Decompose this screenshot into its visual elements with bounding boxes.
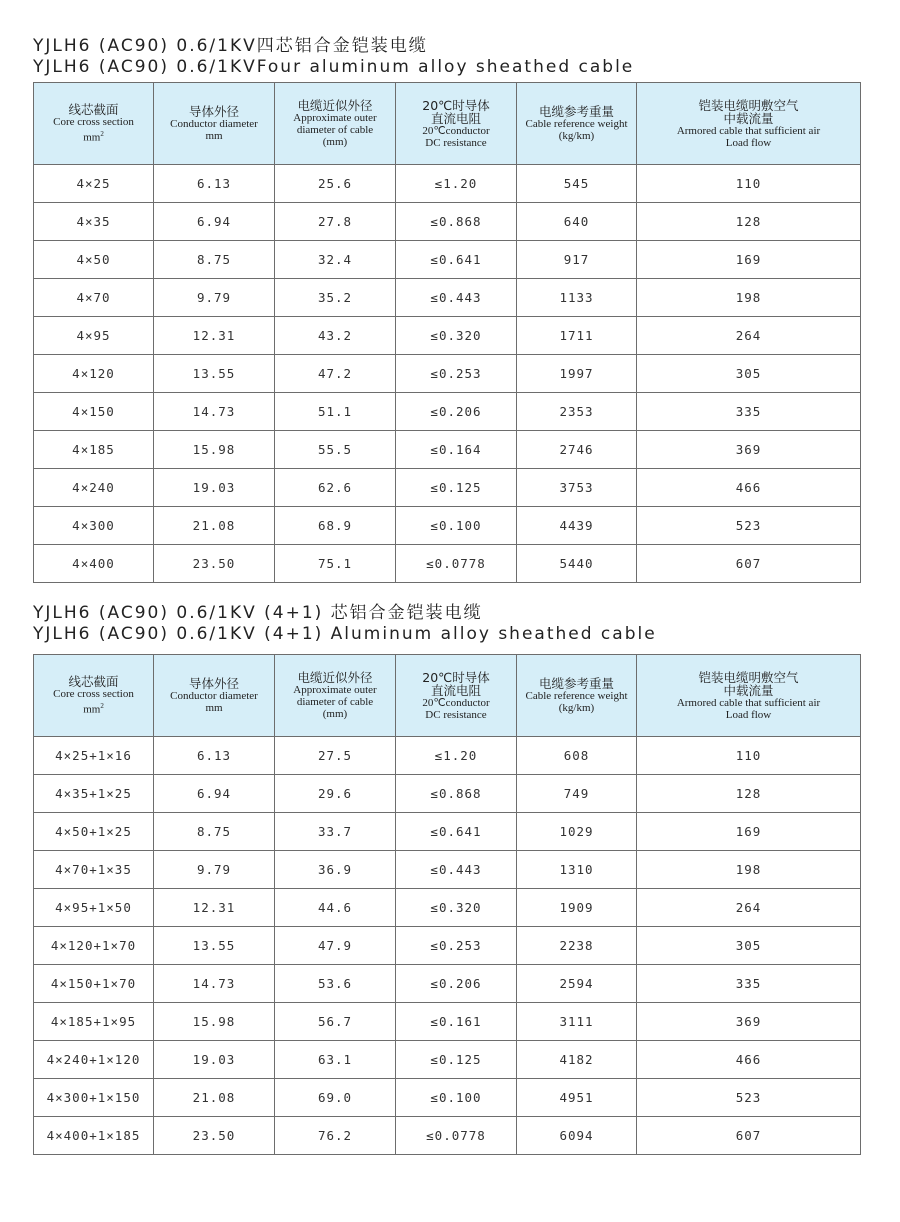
cell-core-section: 4×300 [34,507,154,545]
cell-conductor-diameter: 19.03 [154,469,275,507]
cell-cable-weight: 4439 [517,507,637,545]
cell-load-flow: 369 [637,431,861,469]
header-label-en-2: DC resistance [425,136,487,149]
cell-load-flow: 128 [637,203,861,241]
table-row [34,927,861,965]
cell-conductor-diameter: 15.98 [154,431,275,469]
cell-dc-resistance: ≤0.161 [396,1003,517,1041]
cell-dc-resistance: ≤0.125 [396,469,517,507]
table-row [34,1079,861,1117]
cell-dc-resistance: ≤0.253 [396,355,517,393]
table-row [34,507,861,545]
cell-cable-weight: 1133 [517,279,637,317]
cell-conductor-diameter: 9.79 [154,851,275,889]
header-conductor-diameter [154,83,275,165]
cell-core-section: 4×240+1×120 [34,1041,154,1079]
cell-core-section: 4×240 [34,469,154,507]
header-label-zh: 电缆参考重量 [538,104,614,119]
cell-cable-weight: 4951 [517,1079,637,1117]
cell-dc-resistance: ≤0.206 [396,393,517,431]
table-row [34,165,861,203]
cell-core-section: 4×300+1×150 [34,1079,154,1117]
cell-load-flow: 198 [637,279,861,317]
cell-core-section: 4×185 [34,431,154,469]
cell-core-section: 4×50+1×25 [34,813,154,851]
table-row [34,393,861,431]
cell-core-section: 4×150+1×70 [34,965,154,1003]
header-label-zh: 铠装电缆明敷空气 [698,97,799,113]
cell-conductor-diameter: 15.98 [154,1003,275,1041]
cell-conductor-diameter: 23.50 [154,1117,275,1155]
cell-dc-resistance: ≤0.868 [396,775,517,813]
cell-conductor-diameter: 13.55 [154,927,275,965]
cell-conductor-diameter: 23.50 [154,545,275,583]
cell-cable-weight: 2594 [517,965,637,1003]
cell-dc-resistance: ≤0.164 [396,431,517,469]
cell-load-flow: 466 [637,1041,861,1079]
header-label-zh: 电缆近似外径 [297,670,373,685]
cell-load-flow: 607 [637,1117,861,1155]
cell-dc-resistance: ≤0.641 [396,813,517,851]
table-row [34,355,861,393]
cell-load-flow: 128 [637,775,861,813]
header-label-en: Conductor diameter [170,690,258,702]
cell-load-flow: 110 [637,737,861,775]
header-cable-weight [517,655,637,737]
cell-conductor-diameter: 12.31 [154,889,275,927]
cell-core-section: 4×25+1×16 [34,737,154,775]
header-label-en: Armored cable that sufficient air [676,696,821,709]
cell-load-flow: 466 [637,469,861,507]
header-label-zh: 电缆近似外径 [297,98,373,113]
cell-outer-diameter: 63.1 [275,1041,396,1079]
header-conductor-diameter [154,655,275,737]
header-label-en: Cable reference weight [525,118,628,130]
cell-outer-diameter: 47.9 [275,927,396,965]
cell-dc-resistance: ≤0.100 [396,1079,517,1117]
header-unit: mm [205,130,223,142]
header-unit-text: mm [83,131,101,144]
cell-conductor-diameter: 14.73 [154,965,275,1003]
cell-core-section: 4×400+1×185 [34,1117,154,1155]
cell-outer-diameter: 47.2 [275,355,396,393]
cell-load-flow: 264 [637,889,861,927]
cell-conductor-diameter: 6.13 [154,165,275,203]
header-outer-diameter [275,655,396,737]
table-header-row [34,83,861,165]
cell-cable-weight: 2238 [517,927,637,965]
header-unit-sup: 2 [100,702,104,711]
table-row [34,775,861,813]
cell-conductor-diameter: 9.79 [154,279,275,317]
cell-outer-diameter: 44.6 [275,889,396,927]
header-label-en-2: Load flow [725,708,772,721]
cell-cable-weight: 6094 [517,1117,637,1155]
cell-cable-weight: 1310 [517,851,637,889]
cell-outer-diameter: 51.1 [275,393,396,431]
cell-conductor-diameter: 21.08 [154,1079,275,1117]
header-core-cross-section [34,655,154,737]
table-row [34,203,861,241]
header-unit [34,128,153,144]
header-outer-diameter [275,83,396,165]
header-label-en: Conductor diameter [170,118,258,130]
cell-dc-resistance: ≤0.0778 [396,1117,517,1155]
header-load-flow [637,83,861,165]
table-row [34,1003,861,1041]
cell-dc-resistance: ≤0.253 [396,927,517,965]
cell-cable-weight: 1711 [517,317,637,355]
cell-cable-weight: 749 [517,775,637,813]
section1-title-en: YJLH6 (AC90) 0.6/1KVFour aluminum alloy sheathed cable [33,57,635,77]
cell-conductor-diameter: 21.08 [154,507,275,545]
cell-cable-weight: 2746 [517,431,637,469]
cell-load-flow: 607 [637,545,861,583]
table-row [34,965,861,1003]
cell-cable-weight: 3753 [517,469,637,507]
header-label-zh-2: 直流电阻 [430,682,481,698]
cell-cable-weight: 5440 [517,545,637,583]
cell-load-flow: 198 [637,851,861,889]
table-row [34,1041,861,1079]
header-core-cross-section [34,83,154,165]
cell-dc-resistance: ≤0.868 [396,203,517,241]
cell-dc-resistance: ≤0.206 [396,965,517,1003]
header-unit: (kg/km) [558,130,595,142]
cell-dc-resistance: ≤0.320 [396,889,517,927]
cell-load-flow: 335 [637,965,861,1003]
cell-cable-weight: 1997 [517,355,637,393]
cell-outer-diameter: 69.0 [275,1079,396,1117]
cell-conductor-diameter: 19.03 [154,1041,275,1079]
cell-conductor-diameter: 6.13 [154,737,275,775]
cell-core-section: 4×70+1×35 [34,851,154,889]
cell-load-flow: 335 [637,393,861,431]
section2-table-wrap [33,654,860,1155]
cell-load-flow: 305 [637,927,861,965]
header-label-en: Approximate outer [293,684,377,696]
cell-conductor-diameter: 6.94 [154,203,275,241]
header-label-en: Core cross section [53,688,134,701]
header-dc-resistance [396,83,517,165]
section1-spec-table [33,82,861,583]
header-label-en-2: diameter of cable [296,124,374,136]
cell-outer-diameter: 75.1 [275,545,396,583]
header-label-en-2: diameter of cable [296,696,374,708]
cell-core-section: 4×185+1×95 [34,1003,154,1041]
section1-table-body [34,165,861,583]
cell-core-section: 4×50 [34,241,154,279]
cell-conductor-diameter: 14.73 [154,393,275,431]
cell-load-flow: 305 [637,355,861,393]
header-label-zh: 电缆参考重量 [538,676,614,691]
cell-dc-resistance: ≤0.443 [396,279,517,317]
header-label-zh: 导体外径 [188,104,239,119]
cell-conductor-diameter: 8.75 [154,813,275,851]
header-label-en: Approximate outer [293,112,377,124]
header-unit: (kg/km) [558,702,595,714]
cell-outer-diameter: 43.2 [275,317,396,355]
header-label-en: 20℃conductor [422,696,490,709]
cell-conductor-diameter: 12.31 [154,317,275,355]
header-cable-weight [517,83,637,165]
cell-cable-weight: 640 [517,203,637,241]
cell-dc-resistance: ≤0.320 [396,317,517,355]
cell-conductor-diameter: 13.55 [154,355,275,393]
cell-load-flow: 169 [637,813,861,851]
cell-core-section: 4×150 [34,393,154,431]
cell-dc-resistance: ≤0.0778 [396,545,517,583]
cell-load-flow: 110 [637,165,861,203]
header-unit: (mm) [322,708,348,720]
cell-load-flow: 264 [637,317,861,355]
table-row [34,431,861,469]
section2-table-body [34,737,861,1155]
cell-cable-weight: 2353 [517,393,637,431]
section2-spec-table [33,654,861,1155]
cell-dc-resistance: ≤1.20 [396,165,517,203]
cell-cable-weight: 4182 [517,1041,637,1079]
header-label-zh-2: 中载流量 [723,110,774,126]
table-row [34,737,861,775]
cell-core-section: 4×35+1×25 [34,775,154,813]
header-label-zh: 线芯截面 [68,674,119,690]
cell-load-flow: 369 [637,1003,861,1041]
cell-core-section: 4×120+1×70 [34,927,154,965]
cell-cable-weight: 3111 [517,1003,637,1041]
cell-outer-diameter: 68.9 [275,507,396,545]
cell-outer-diameter: 32.4 [275,241,396,279]
table-row [34,813,861,851]
cell-cable-weight: 917 [517,241,637,279]
cell-cable-weight: 1029 [517,813,637,851]
cell-dc-resistance: ≤0.100 [396,507,517,545]
table-row [34,851,861,889]
cell-dc-resistance: ≤0.443 [396,851,517,889]
cell-outer-diameter: 35.2 [275,279,396,317]
cell-outer-diameter: 56.7 [275,1003,396,1041]
header-label-zh: 导体外径 [188,676,239,691]
header-label-zh: 线芯截面 [68,102,119,118]
table-row [34,545,861,583]
cell-outer-diameter: 36.9 [275,851,396,889]
header-label-en: 20℃conductor [422,124,490,137]
cell-load-flow: 523 [637,507,861,545]
cell-conductor-diameter: 8.75 [154,241,275,279]
header-label-en-2: DC resistance [425,708,487,721]
cell-dc-resistance: ≤1.20 [396,737,517,775]
cell-outer-diameter: 25.6 [275,165,396,203]
section1-table-wrap [33,82,860,583]
header-load-flow [637,655,861,737]
cell-core-section: 4×400 [34,545,154,583]
header-dc-resistance [396,655,517,737]
cell-load-flow: 523 [637,1079,861,1117]
header-unit: mm [205,702,223,714]
header-unit-text: mm [83,703,101,716]
cell-conductor-diameter: 6.94 [154,775,275,813]
section2-title-en: YJLH6 (AC90) 0.6/1KV (4+1) Aluminum alloy sheathed cable [33,624,657,644]
cell-outer-diameter: 62.6 [275,469,396,507]
header-label-zh-2: 中载流量 [723,682,774,698]
cell-load-flow: 169 [637,241,861,279]
cell-outer-diameter: 27.8 [275,203,396,241]
header-label-en: Armored cable that sufficient air [676,124,821,137]
cell-outer-diameter: 55.5 [275,431,396,469]
header-label-zh-2: 直流电阻 [430,110,481,126]
header-unit-sup: 2 [100,130,104,139]
table-row [34,469,861,507]
header-label-zh: 20℃时导体 [422,97,490,113]
header-unit: (mm) [322,136,348,148]
cell-dc-resistance: ≤0.125 [396,1041,517,1079]
header-unit [34,700,153,716]
header-label-en: Cable reference weight [525,690,628,702]
header-label-zh: 20℃时导体 [422,669,490,685]
table-row [34,279,861,317]
table-header-row [34,655,861,737]
cell-cable-weight: 545 [517,165,637,203]
cell-outer-diameter: 33.7 [275,813,396,851]
section1-title-zh: YJLH6 (AC90) 0.6/1KV四芯铝合金铠装电缆 [33,36,428,56]
table-row [34,889,861,927]
table-row [34,241,861,279]
cell-core-section: 4×120 [34,355,154,393]
cell-dc-resistance: ≤0.641 [396,241,517,279]
header-label-en: Core cross section [53,116,134,129]
cell-core-section: 4×25 [34,165,154,203]
cell-cable-weight: 1909 [517,889,637,927]
cell-cable-weight: 608 [517,737,637,775]
cell-core-section: 4×95 [34,317,154,355]
header-label-en-2: Load flow [725,136,772,149]
cell-outer-diameter: 29.6 [275,775,396,813]
cell-outer-diameter: 27.5 [275,737,396,775]
table-row [34,317,861,355]
section2-title-zh: YJLH6 (AC90) 0.6/1KV (4+1) 芯铝合金铠装电缆 [33,603,483,623]
cell-core-section: 4×95+1×50 [34,889,154,927]
cell-core-section: 4×70 [34,279,154,317]
cell-outer-diameter: 53.6 [275,965,396,1003]
table-row [34,1117,861,1155]
cell-outer-diameter: 76.2 [275,1117,396,1155]
header-label-zh: 铠装电缆明敷空气 [698,669,799,685]
cell-core-section: 4×35 [34,203,154,241]
